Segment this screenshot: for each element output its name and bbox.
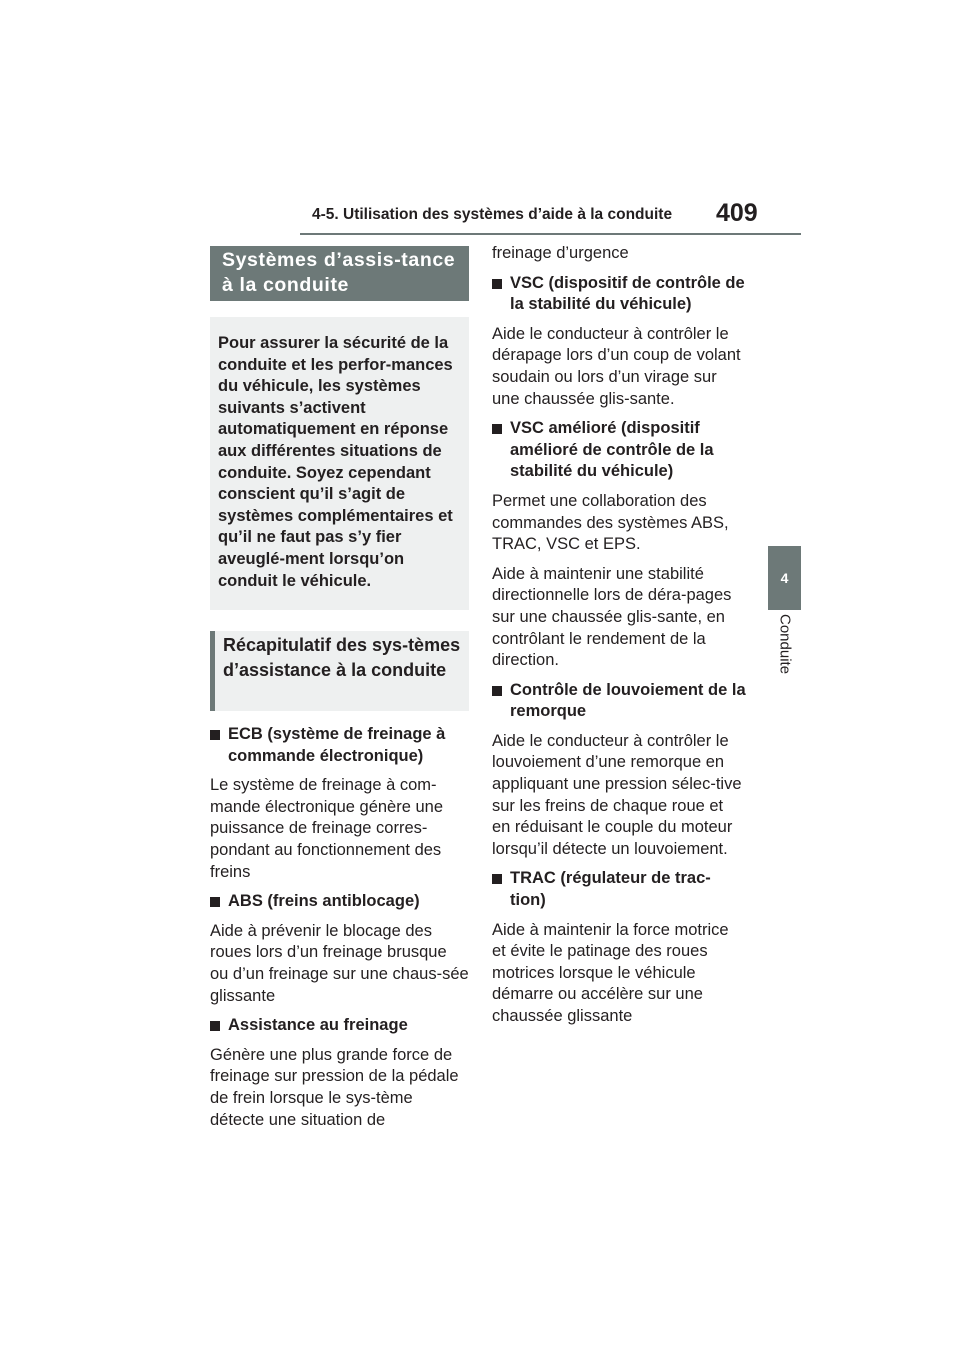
- item-title-text: VSC (dispositif de contrôle de la stabilité du véhicule): [510, 273, 745, 314]
- item-title-text: ABS (freins antiblocage): [228, 892, 420, 911]
- square-bullet-icon: [210, 1021, 220, 1031]
- item-title-text: TRAC (régulateur de trac-tion): [510, 869, 711, 910]
- square-bullet-icon: [492, 874, 502, 884]
- chapter-number: 4: [780, 570, 789, 586]
- intro-box: Pour assurer la sécurité de la conduite et les perfor-mances du véhicule, les systèmes suivants s’activent automatiquement en réponse aux différentes situations de conduite. Soyez cependant conscient qu’il s’agit de systèmes complémentaires et qu’il ne faut pas s’y fier aveuglé-ment lorsqu’on conduit le véhicule.: [210, 317, 469, 610]
- item-title-brake-assist: [210, 1015, 469, 1037]
- item-title-ecb: [210, 724, 469, 767]
- item-text-trac: Aide à maintenir la force motrice et évite le patinage des roues motrices lorsque le véhicule démarre ou accélère sur une chaussée glissante: [492, 920, 729, 1025]
- chapter-label: Conduite: [776, 614, 794, 675]
- item-text-vsc: Aide le conducteur à contrôler le dérapage lors d’un coup de volant soudain ou lors d’un virage sur une chaussée glis-sante.: [492, 324, 741, 408]
- item-title-trac: [492, 868, 746, 911]
- item-text-brake-assist: Génère une plus grande force de freinage sur pression de la pédale de frein lorsque le sys-tème détecte une situation de: [210, 1045, 459, 1129]
- section-title: 4-5. Utilisation des systèmes d’aide à la conduite: [312, 206, 673, 223]
- item-text-trailer-sway: Aide le conducteur à contrôler le louvoiement d’une remorque en appliquant une pression sélec-tive sur les freins de chaque roue et en réduisant le couple du moteur lorsqu’il détecte un louvoiement.: [492, 731, 742, 858]
- page-number: 409: [716, 199, 758, 227]
- square-bullet-icon: [492, 686, 502, 696]
- item-text-abs: Aide à prévenir le blocage des roues lors d’un freinage brusque ou d’un freinage sur une chaus-sée glissante: [210, 921, 469, 1005]
- item-title-abs: [210, 891, 469, 913]
- item-title-text: VSC amélioré (dispositif amélioré de contrôle de la stabilité du véhicule): [510, 419, 714, 481]
- item-title-text: ECB (système de freinage à commande électronique): [228, 725, 446, 765]
- item-title-text: Contrôle de louvoiement de la remorque: [510, 680, 746, 721]
- square-bullet-icon: [210, 730, 220, 740]
- square-bullet-icon: [210, 897, 220, 907]
- left-column: [210, 246, 469, 1131]
- item-title-text: Assistance au freinage: [228, 1016, 408, 1035]
- item-text-ecb: Le système de freinage à com-mande électronique génère une puissance de freinage corres-pondant au fonctionnement des freins: [210, 776, 444, 881]
- item-text-vsc-plus-1: Permet une collaboration des commandes des systèmes ABS, TRAC, VSC et EPS.: [492, 491, 729, 554]
- item-title-trailer-sway: [492, 680, 746, 723]
- subsection-heading: Récapitulatif des sys-tèmes d’assistance à la conduite: [210, 631, 469, 711]
- header-divider: [300, 233, 801, 235]
- item-title-vsc: [492, 273, 746, 316]
- item-title-vsc-plus: [492, 418, 746, 483]
- section-heading: Systèmes d’assis-tance à la conduite: [210, 246, 469, 301]
- square-bullet-icon: [492, 424, 502, 434]
- square-bullet-icon: [492, 279, 502, 289]
- chapter-tab[interactable]: [768, 546, 801, 610]
- right-column: [492, 243, 746, 1028]
- continued-text: freinage d’urgence: [492, 244, 629, 262]
- item-text-vsc-plus-2: Aide à maintenir une stabilité directionnelle lors de déra-pages sur une chaussée glis-sante, en contrôlant le rendement de la direction.: [492, 564, 732, 670]
